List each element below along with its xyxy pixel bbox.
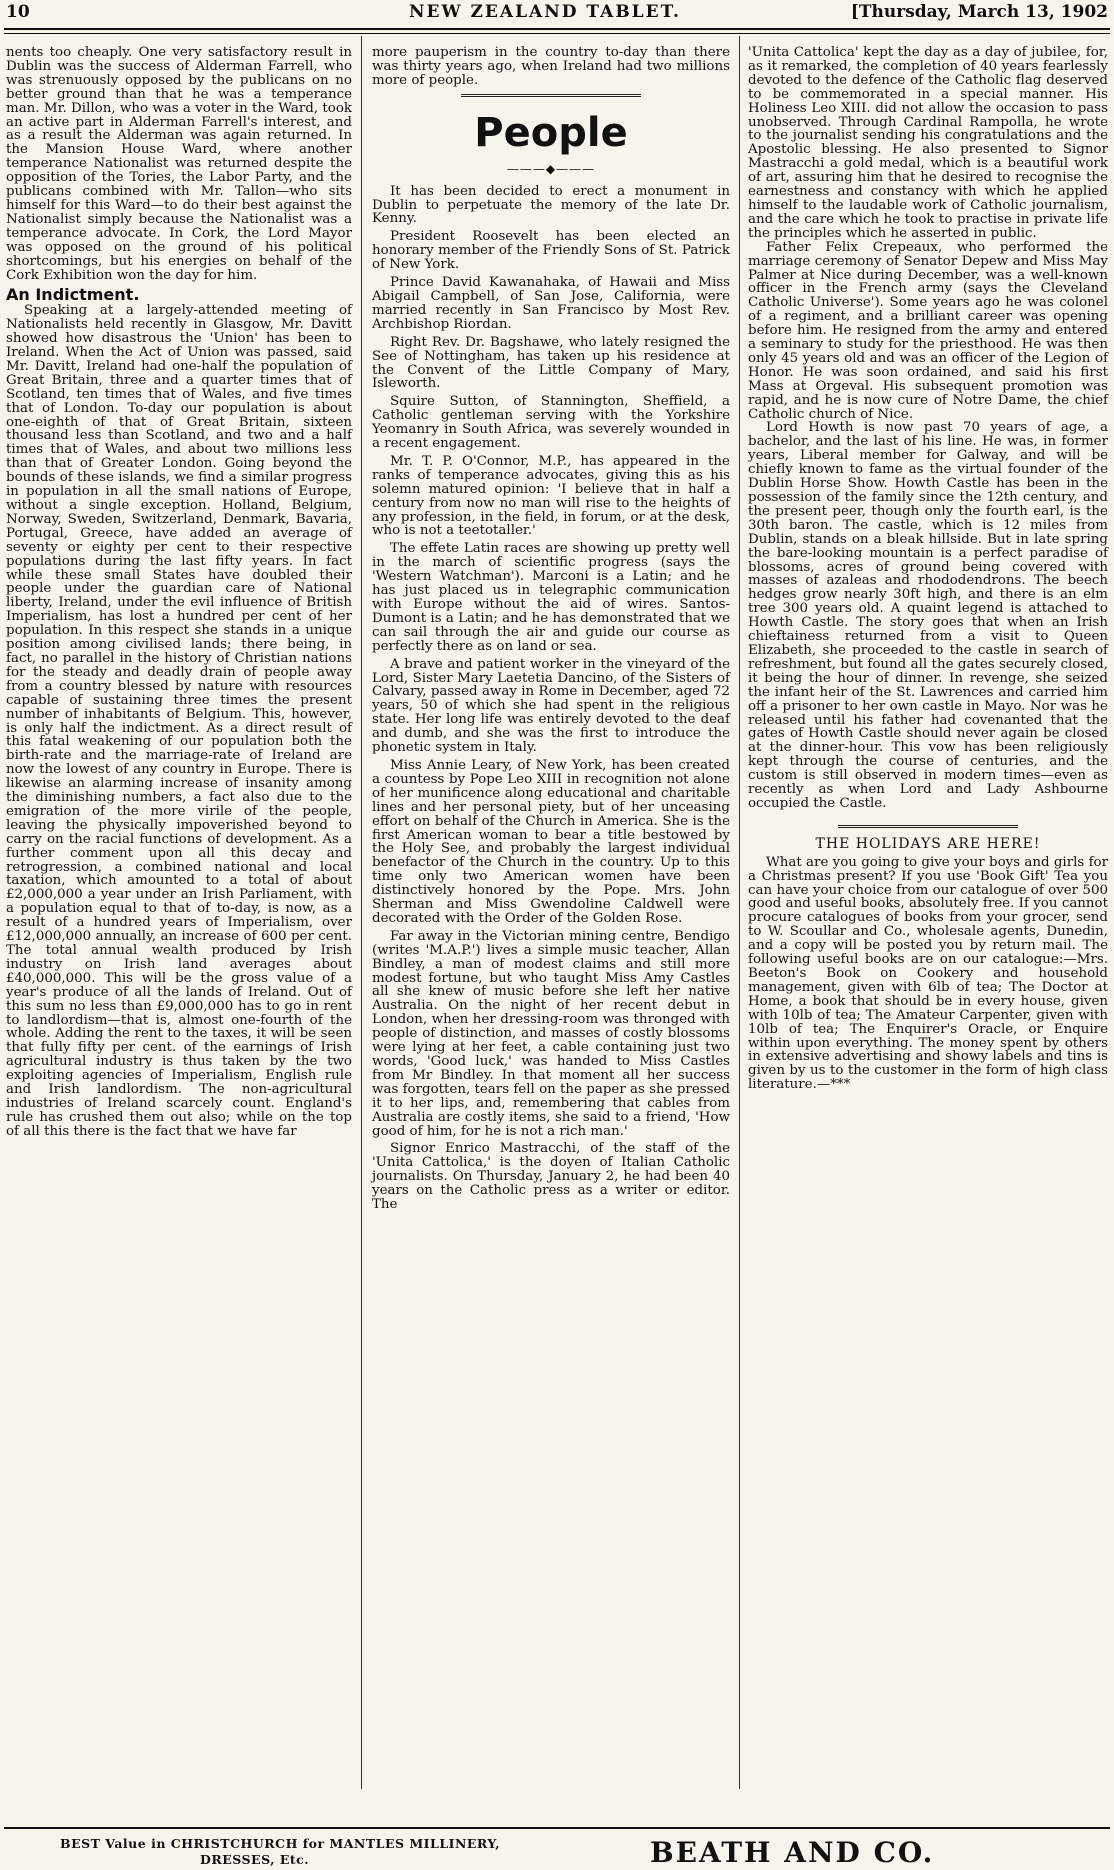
people-item: Miss Annie Leary, of New York, has been created a countess by Pope Leo XIII in recognition not alone of her munificence along educational and charitable lines and her personal piety, but of her unceasing effort on behalf of the Church in America. She is the first American woman to bear a title bestowed by the Holy See, and probably the largest individual benefactor of the Church in the country. Up to this time only two American women have been distinctively honored by the Pope. Mrs. John Sherman and Miss Gwendoline Caldwell were decorated with the Order of the Golden Rose. — [372, 757, 730, 926]
people-item: Lord Howth is now past 70 years of age, a bachelor, and the last of his line. He was, in former years, Liberal member for Galway, and will be chiefly known to fame as the virtual founder of the Dublin Horse Show. Howth Castle has been in the possession of the family since the 12th century, and the present peer, though only the fourth earl, is the 30th baron. The castle, which is 12 miles from Dublin, stands on a bleak hillside. But in late spring the bare-looking mountain is a perfect paradise of blossoms, acres of ground being covered with masses of azaleas and rhododendrons. The beech hedges grow nearly 30ft high, and there is an elm tree 300 years old. A quaint legend is attached to Howth Castle. The story goes that when an Irish chieftainess returned from a visit to Queen Elizabeth, she proceeded to the castle in search of refreshment, but found all the gates securely closed, it being the hour of dinner. In revenge, she seized the infant heir of the St. Lawrences and carried him off a prisoner to her own castle in Mayo. Nor was he released until his father had covenanted that the gates of Howth Castle should never again be closed at the dinner-hour. This vow has been religiously kept through the course of centuries, and the custom is still observed in modern times—even as recently as when Lord and Lady Ashbourne occupied the Castle. — [748, 420, 1108, 811]
section-title-people: People — [474, 109, 628, 156]
people-item: Signor Enrico Mastracchi, of the staff of the 'Unita Cattolica,' is the doyen of Italian Catholic journalists. On Thursday, January 2, he had been 40 years on the Catholic press as a writer or editor. The — [372, 1141, 730, 1213]
section-divider — [461, 94, 641, 97]
people-item: It has been decided to erect a monument in Dublin to perpetuate the memory of the late Dr. Kenny. — [372, 183, 730, 227]
header-rule — [4, 28, 1110, 30]
footer-advert-line1: BEST Value in CHRISTCHURCH for MANTLES MILLINERY, — [60, 1836, 501, 1851]
people-item: President Roosevelt has been elected an honorary member of the Friendly Sons of St. Patrick of New York. — [372, 229, 730, 273]
people-item: The effete Latin races are showing up pretty well in the march of scientific progress (says the 'Western Watchman'). Marconi is a Latin; and he has just placed us in telegraphic communication with Europe without the aid of wires. Santos-Dumont is a Latin; and he has demonstrated that we can sail through the air and guide our course as perfectly there as on land or sea. — [372, 541, 730, 654]
page-number: 10 — [6, 2, 30, 22]
footer-advert — [0, 1832, 1114, 1870]
people-item: A brave and patient worker in the vineyard of the Lord, Sister Mary Laetetia Dancino, of the Sisters of Calvary, passed away in Rome in December, aged 72 years, 50 of which she had spent in the religious state. Her long life was entirely devoted to the deaf and dumb, and she was the first to introduce the phonetic system in Italy. — [372, 656, 730, 756]
footer-firm-name: BEATH AND CO. — [650, 1836, 935, 1869]
footer-advert-text — [60, 1836, 580, 1868]
people-item: 'Unita Cattolica' kept the day as a day of jubilee, for, as it remarked, the completion of 40 years fearlessly devoted to the defence of the Catholic flag deserved to be commemorated in a special manner. His Holiness Leo XIII. did not allow the occasion to pass unobserved. Through Cardinal Rampolla, he wrote to the journalist sending his congratulations and the Apostolic blessing. He also presented to Signor Mastracchi a gold medal, which is a beautiful work of art, assuring him that he desired to recognise the earnestness and constancy with which he applied himself to the laudable work of Catholic journalism, and the care which he took to practise in private life the principles which he asserted in public. — [748, 45, 1108, 241]
column-1 — [6, 46, 352, 1139]
issue-date: [Thursday, March 13, 1902 — [850, 2, 1108, 22]
article-paragraph: Speaking at a largely-attended meeting of Nationalists held recently in Glasgow, Mr. Davitt showed how disastrous the 'Union' has been to Ireland. When the Act of Union was passed, said Mr. Davitt, Ireland had one-half the population of Great Britain, three and a quarter times that of Scotland, ten times that of Wales, and five times that of London. To-day our population is about one-eighth of that of Great Britain, sixteen thousand less than Scotland, and two and a half times that of Wales, and about two millions less than that of Greater London. Going beyond the bounds of these islands, we find a similar progress in population in all the small nations of Europe, without a single exception. Holland, Belgium, Norway, Sweden, Switzerland, Denmark, Bavaria, Portugal, Greece, have added an average of seventy or eighty per cent to their respective populations during the last fifty years. In fact while these small States have doubled their people under the guardian care of National liberty, Ireland, under the evil influence of British Imperialism, has lost a hundred per cent of her population. In this respect she stands in a unique position among civilised lands; there being, in fact, no parallel in the history of Christian nations for the steady and deadly drain of people away from a country blessed by nature with resources capable of sustaining three times the present number of inhabitants of Belgium. This, however, is only half the indictment. As a direct result of this fatal weakening of our population both the birth-rate and the marriage-rate of Ireland are now the lowest of any country in Europe. There is likewise an alarming increase of insanity among the diminishing numbers, a fact also due to the emigration of the more virile of the people, leaving the physically impoverished beyond to carry on the racial functions of development. As a further comment upon all this decay and retrogression, a combined national and local taxation, which amounted to a total of about £2,000,000 a year under an Irish Parliament, with a population equal to that of to-day, is now, as a result of a hundred years of Imperialism, over £12,000,000 annually, an increase of 600 per cent. The total annual wealth produced by Irish industry on Irish land averages about £40,000,000. This will be the gross value of a year's produce of all the lands of Ireland. Out of this sum no less than £9,000,000 has to go in rent to landlordism—that is, almost one-fourth of the whole. Adding the rent to the taxes, it will be seen that fully fifty per cent. of the earnings of Irish agricultural industry is thus taken by the two exploiting agencies of Imperialism, English rule and Irish landlordism. The non-agricultural industries of Ireland scarcely count. England's rule has crushed them out also; while on the top of all this there is the fact that we have far — [6, 303, 352, 1139]
people-item: Father Felix Crepeaux, who performed the marriage ceremony of Senator Depew and Miss May Palmer at Nice during December, was a well-known officer in the French army (says the Cleveland Catholic Universe'). Some years ago he was colonel of a regiment, and a brilliant career was opening before him. He resigned from the army and entered a seminary to study for the priesthood. He was then only 45 years old and was an officer of the Legion of Honor. He was soon ordained, and said his first Mass at Orgeval. His subsequent promotion was rapid, and he is now cure of Notre Dame, the chief Catholic church of Nice. — [748, 239, 1108, 422]
header-rule-thin — [4, 33, 1110, 34]
advert-body: What are you going to give your boys and girls for a Christmas present? If you use 'Book Gift' Tea you can have your choice from our catalogue of over 500 good and useful books, absolutely free. If you cannot procure catalogues of books from your grocer, send to W. Scoullar and Co., wholesale agents, Dunedin, and a copy will be posted you by return mail. The following useful books are on our catalogue:—Mrs. Beeton's Book on Cookery and household management, given with 6lb of tea; The Doctor at Home, a book that should be in every house, given with 10lb of tea; The Amateur Carpenter, given with 10lb of tea; The Enquirer's Oracle, or Enquire within upon everything. The money spent by others in extensive advertising and showy labels and tins is given by us to the customer in the form of high class literature.—*** — [748, 854, 1108, 1093]
people-item: Prince David Kawanahaka, of Hawaii and Miss Abigail Campbell, of San Jose, California, were married recently in San Francisco by Most Rev. Archbishop Riordan. — [372, 275, 730, 332]
article-continuation: more pauperism in the country to-day than there was thirty years ago, when Ireland had two millions more of people. — [372, 45, 730, 88]
people-item: Mr. T. P. O'Connor, M.P., has appeared in the ranks of temperance advocates, giving this as his solemn matured opinion: 'I believe that in half a century from now no man will rise to the heights of any profession, in the field, in forum, or at the desk, who is not a teetotaller.' — [372, 453, 730, 539]
article-continuation: nents too cheaply. One very satisfactory result in Dublin was the success of Alderman Farrell, who was strenuously opposed by the publicans on no better ground than that he was a temperance man. Mr. Dillon, who was a voter in the Ward, took an active part in Alderman Farrell's interest, and as a result the Alderman was again returned. In the Mansion House Ward, where another temperance Nationalist was returned despite the opposition of the Tories, the Labor Party, and the publicans combined with Mr. Tallon—who sits himself for this Ward—to do their best against the Nationalist simply because the Nationalist was a temperance advocate. In Cork, the Lord Mayor was opposed on the ground of his political shortcomings, but his energies on behalf of the Cork Exhibition won the day for him. — [6, 45, 352, 283]
masthead: NEW ZEALAND TABLET. — [409, 2, 681, 22]
people-item: Right Rev. Dr. Bagshawe, who lately resigned the See of Nottingham, has taken up his residence at the Convent of the Little Company of Mary, Isleworth. — [372, 334, 730, 392]
section-divider — [838, 825, 1018, 828]
column-3 — [748, 46, 1108, 1092]
people-item: Squire Sutton, of Stannington, Sheffield, a Catholic gentleman serving with the Yorkshire Yeomanry in South Africa, was severely wounded in a recent engagement. — [372, 394, 730, 452]
footer-rule — [4, 1827, 1110, 1829]
subheading-indictment: An Indictment. — [6, 285, 140, 305]
people-item: Far away in the Victorian mining centre, Bendigo (writes 'M.A.P.') lives a simple music teacher, Allan Bindley, a man of modest claims and still more modest fortune, but who taught Miss Amy Castles all she knew of music before she left her native Australia. On the night of her recent debut in London, when her dressing-room was thronged with people of distinction, and masses of costly blossoms were lying at her feet, a cable containing just two words, 'Good luck,' was handed to Miss Castles from Mr Bindley. In that moment all her success was forgotten, tears fell on the paper as she pressed it to her lips, and, remembering that cables from Australia are costly items, she said to a friend, 'How good of him, for he is not a rich man.' — [372, 928, 730, 1139]
footer-advert-line2: DRESSES, Etc. — [200, 1852, 310, 1867]
column-divider — [739, 36, 740, 1789]
column-divider — [361, 36, 362, 1789]
column-2 — [372, 46, 730, 1216]
ornament-divider: ———◆——— — [506, 161, 596, 176]
advert-heading: THE HOLIDAYS ARE HERE! — [815, 835, 1041, 852]
page-header — [4, 2, 1110, 24]
